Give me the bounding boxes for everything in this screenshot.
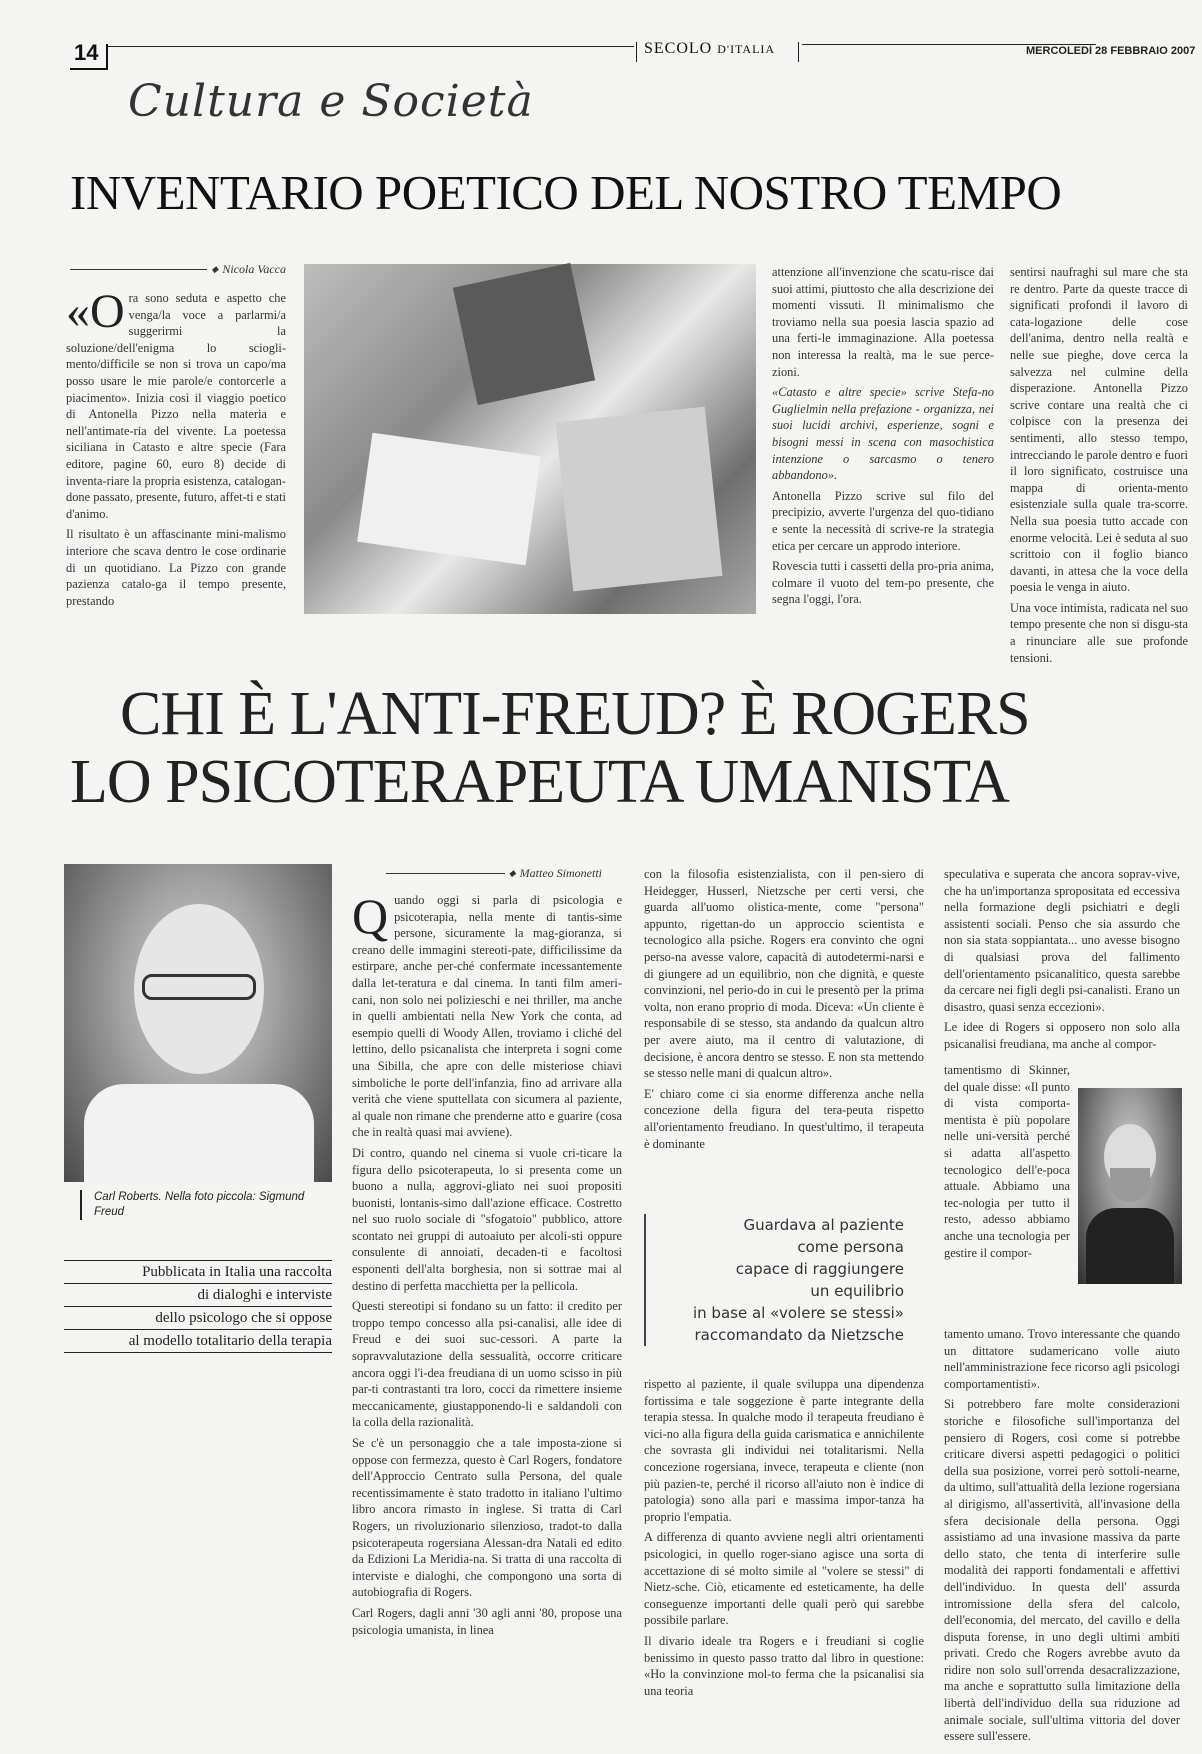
article1-column-2 bbox=[772, 264, 994, 616]
pull-quote-line: in base al «volere se stessi» bbox=[692, 1304, 904, 1322]
shirt-shape bbox=[84, 1084, 314, 1184]
article2-column-2-top bbox=[644, 866, 924, 1184]
article2-col1-para: Carl Rogers, dagli anni '30 agli anni '80, propose una psicologia umanista, in linea bbox=[352, 1605, 622, 1637]
article1-col2-para: attenzione all'invenzione che scatu-risce dai suoi attimi, piuttosto che alla descrizione dei momenti vissuti. Il minimalismo che troviamo nella sua poesia lascia spazio ad una ferti-le immaginazione. Alla poetessa non interessa la realtà, ma le sue perce-zioni. bbox=[772, 265, 994, 379]
page-number: 14 bbox=[74, 40, 99, 65]
header-divider-right bbox=[798, 42, 799, 62]
article2-col3-narrow-para: tamentismo di Skinner, del quale disse: «Il punto di vista comporta-mentista è più popolare nelle uni-versità perché si adatta all'aspetto tecnologico dell'e-poca attuale. Abbiamo una tec-nologia per tutto il resto, adesso abbiamo anche una tecnologia per gestire il compor- bbox=[944, 1063, 1070, 1260]
article2-drop-cap: Q bbox=[352, 888, 389, 944]
masthead-name: SECOLO bbox=[644, 40, 713, 57]
photo-caption-text: Carl Roberts. Nella foto piccola: Sigmund Freud bbox=[94, 1191, 305, 1218]
pull-quote-line: capace di raggiungere bbox=[735, 1260, 904, 1278]
article2-column-3-top bbox=[944, 866, 1180, 1060]
article1-photo bbox=[304, 264, 756, 614]
article2-col1-para: uando oggi si parla di psicologia e psicoterapia, nella mente di tantis-sime persone, sicuramente la mag-gioranza, si creano delle immagini stereoti-pate, difficilissime da estirpare, anche per-ché confermate incessantemente dalla let-teratura e dal cinema. In tanti film ameri-cani, non solo nei polizieschi e nei thriller, ma anche in quelli ambientati nella New York che conta, ad esempio quelli di Woody Allen, troviamo i cliché del lettino, dello psicanalista che interpreta i sogni come una Sibilla, che apre con delle misteriose chiavi simboliche le porte dell'infanzia, fino ad arrivare alla verità che viene sputtellata con sicumera al paziente, al quale non rimane che prenderne atto e guarire (cosa che in realtà quasi mai avviene). bbox=[352, 893, 622, 1140]
article1-drop-cap: «O bbox=[66, 285, 125, 338]
article1-col2-para: Antonella Pizzo scrive sul filo del precipizio, avverte l'urgenza del quo-tidiano e sente la necessità di scrive-re la strategia etica per cercare un approdo interiore. bbox=[772, 488, 994, 553]
page-header bbox=[70, 40, 1202, 76]
article2-col3-para: tamento umano. Trovo interessante che quando un dittatore sudamericano volle aiuto nell'amministrazione fece ricorso agli psicologi comportamentisti». bbox=[944, 1327, 1180, 1391]
pull-quote-line: Guardava al paziente bbox=[743, 1216, 904, 1234]
sidebar-box bbox=[64, 1260, 332, 1353]
article2-column-2-bottom bbox=[644, 1376, 924, 1712]
freud-photo bbox=[1078, 1088, 1182, 1284]
header-divider-left bbox=[636, 42, 637, 62]
photo-caption bbox=[80, 1190, 314, 1220]
photo-block-shape bbox=[357, 433, 541, 566]
byline-rule bbox=[70, 269, 207, 270]
article2-col3-para: speculativa e superata che ancora soprav-vive, che ha un'importanza spropositata ed eccessiva nella formazione degli psichiatri e degli assistenti sociali. Penso che sia assurdo che non sia stata soppiantata... uno avesse bisogno di qualsiasi prova del fallimento dell'orientamento psicanalitico, questa sarebbe da cercare nei figli degli psi-canalisti. Erano un disastro, quasi senza eccezioni». bbox=[944, 867, 1180, 1014]
article2-col2-para: A differenza di quanto avviene negli altri orientamenti psicologici, in quello roger-siano agisce una sorta di accettazione di sé molto simile al "volere se stessi" di Nietz-sche. Ciò, eticamente ed esteticamente, ha delle conseguenze importanti delle quali però qui sarebbe possibile parlare. bbox=[644, 1530, 924, 1628]
article1-author: Nicola Vacca bbox=[222, 262, 286, 276]
glasses-shape bbox=[142, 974, 256, 1000]
article2-column-3-bottom bbox=[944, 1326, 1180, 1744]
article1-column-3 bbox=[1010, 264, 1188, 665]
article1-column-1 bbox=[66, 285, 286, 612]
byline-diamond-icon: ◆ bbox=[211, 264, 219, 274]
photo-block-shape bbox=[556, 407, 723, 592]
article2-column-3-narrow bbox=[944, 1062, 1070, 1324]
article1-col2-para: «Catasto e altre specie» scrive Stefa-no Guglielmin nella prefazione - organizza, nei suoi lucidi archivi, esperienze, sogni e bisogni messi in scena con masochistica intenzione o sarcasmo o tenero abbandono». bbox=[772, 385, 994, 483]
article1-col3-para: Una voce intimista, radicata nel suo tempo presente che non si disgu-sta a rinunciare alle sue profonde tensioni. bbox=[1010, 600, 1188, 665]
article2-col3-para: Si potrebbero fare molte considerazioni storiche e filosofiche sull'importanza del pensiero di Rogers, così come si potrebbe criticare diversi aspetti pedagogici o politici della sua posizione, vorrei però sottoli-nearne, da ultimo, sull'attualità della lezione rogersiana al dirigismo, all'assertività, all'invasione della sfera decisionale della persona. Oggi assistiamo ad una invasione massiva da parte dello stato, che tenta di interferire sulle modalità dei rapporti fondamentali e affettivi dell'individuo. In questa dell' assurda intromissione della sfera del calcolo, dell'economia, del mercato, del cavillo e della disputa forense, in uno degli ultimi ambiti privati. Credo che Rogers avrebbe avuto da ridire non solo sull'orrenda desacralizzazione, ma anche e soprattutto sulla limitazione della libertà dell'individuo della sua riduzione ad animale sociale, sull'ultima vittoria del dover essere sull'essere. bbox=[944, 1397, 1180, 1744]
article1-headline: INVENTARIO POETICO DEL NOSTRO TEMPO bbox=[70, 165, 1062, 220]
header-date: MERCOLEDÌ 28 FEBBRAIO 2007 bbox=[1026, 45, 1196, 57]
article1-col3-para: sentirsi naufraghi sul mare che sta re dentro. Parte da queste tracce di significati profondi il lavoro di cata-logazione delle cose dell'anima, dentro nella realtà e nelle sue pieghe, dove cerca la salvezza nel culmine della disperazione. Antonella Pizzo scrive contare una realtà che ci colpisce con la presenza dei sentimenti, allo stesso tempo, intrecciando le parole dentro e fuori il loro significato, costruisce una mappa di orienta-mento esistenziale sulla quale tra-scorre. Nella sua poesia tutto accade con enorme velocità. Lei è seduta al suo scrittoio con il foglio bianco davanti, in attesa che la voce della poesia le venga in aiuto. bbox=[1010, 265, 1188, 595]
rogers-photo bbox=[64, 864, 332, 1182]
article2-col1-para: Di contro, quando nel cinema si vuole cri-ticare la figura dello psicoterapeuta, lo si presenta come un buono a nulla, aggrovi-gliato nei suoi propositi buonisti, lontanis-simo dall'azione efficace. Costretto nel suo ruolo sociale di "sfogatoio" pubblico, attore scontato nei gruppi di autoaiuto per alcoli-sti oppure consulente di annoiati, decaden-ti e facoltosi esponenti dell'alta borghesia, non si sottrae mai al destino di perfetta macchietta per la pellicola. bbox=[352, 1145, 622, 1293]
sidebar-line: di dialoghi e interviste bbox=[64, 1284, 332, 1307]
pull-quote-line: come persona bbox=[797, 1238, 904, 1256]
article2-byline bbox=[386, 866, 602, 881]
pull-quote-line: raccomandato da Nietzsche bbox=[694, 1326, 904, 1344]
article2-col2-para: con la filosofia esistenzialista, con il pen-siero di Heidegger, Husserl, Nietzsche per certi versi, che guarda all'uomo olistica-mente, come "persona" appunto, rigettan-do un approccio scientista e tecnologico alla psiche. Rogers era convinto che ogni perso-na avesse valore, capacità di autodetermi-narsi e di giungere ad un equilibrio, non che dignità, e queste convinzioni, nel perio-do in cui le presentò per la prima volta, non erano proprio di moda. Diceva: «Un cliente è responsabile di se stesso, sta andando da qualcun altro per avere aiuto, ma il centro di valutazione, di decisione, è ancora dentro se stesso. E non sta mettendo se stesso nelle mani di qualcun altro». bbox=[644, 867, 924, 1081]
article2-col2-para: Il divario ideale tra Rogers e i freudiani si coglie benissimo in questo passo tratto dal libro in questione: «Ho la convinzione mol-to ferma che la psicanalisi sia una teoria bbox=[644, 1633, 924, 1698]
header-rule-left bbox=[108, 46, 634, 47]
article1-col2-para: Rovescia tutti i cassetti della pro-pria anima, colmare il vuoto del tem-po presente, che segna l'oggi, l'ora. bbox=[772, 559, 994, 607]
article2-col1-para: Se c'è un personaggio che a tale imposta-zione si oppose con fermezza, questo è Carl Rogers, fondatore dell'Approccio Centrato sulla Persona, del quale recentissimamente è stato tradotto in italiano l'ultimo libro ancora rimasto in inglese. Si tratta di Carl Rogers, un rivoluzionario silenzioso, tradot-to dalla psicoterapeuta rogersiana Alessan-dra Natali ed edito da Edizioni La Meridia-na. Si tratta di una raccolta di interviste e dialoghi, che compongono una sorta di autobiografia di Rogers. bbox=[352, 1436, 622, 1600]
article2-headline-line1: CHI È L'ANTI-FREUD? È ROGERS bbox=[120, 680, 1030, 748]
pull-quote bbox=[644, 1214, 904, 1346]
article2-col2-para: rispetto al paziente, il quale sviluppa una dipendenza fortissima e tale soggezione è parte integrante della terapia stessa. In qualche modo il terapeuta freudiano è vici-no alla figura della guida carismatica e annichilente che sovrasta gli individui nei totalitarismi. Nella concezione rogersiana, invece, terapeuta e cliente (non più pazien-te, perché il ricorso all'aiuto non è indice di patologia) sono alla pari e massima impor-tanza ha proprio l'empatia. bbox=[644, 1377, 924, 1524]
article2-author: Matteo Simonetti bbox=[519, 866, 602, 880]
article1-col1-para: ra sono seduta e aspetto che venga/la voce a parlarmi/a suggerirmi la soluzione/dell'enigma lo sciogli-mento/difficile se non si trova un capo/ma posso usare le mie parole/e contorcerle a piacimento». Inizia così il viaggio poetico di Antonella Pizzo nella materia e nell'antimate-ria del vivente. La poetessa siciliana in Catasto e altre specie (Fara editore, pagine 60, euro 8) decide di inventa-riare la propria esistenza, catalogan-done passato, presente, futuro, affet-ti e stati d'animo. bbox=[66, 291, 286, 521]
article2-column-1 bbox=[352, 888, 622, 1682]
article2-col2-para: E' chiaro come ci sia enorme differenza anche nella concezione della figura del tera-peuta rispetto all'orientamento freudiano. In quest'ultimo, il terapeuta è dominante bbox=[644, 1086, 924, 1151]
byline-rule bbox=[386, 873, 505, 874]
section-title: Cultura e Società bbox=[128, 76, 534, 127]
article2-col1-para: Questi stereotipi si fondano su un fatto: il credito per troppo tempo concesso alla psi-canalisi, alle idee di Freud e dei suoi suc-cessori. A parte la sopravvalutazione della sessualità, occorre criticare ancora oggi l'i-dea freudiana di un uomo scisso in più par-ti contrastanti tra loro, cocci da rimettere insieme meccanicamente, giustapponendo-li e saldandoli con la colla della razionalità. bbox=[352, 1299, 622, 1430]
article2-headline-line2: LO PSICOTERAPEUTA UMANISTA bbox=[70, 748, 1009, 816]
sidebar-line: dello psicologo che si oppose bbox=[64, 1307, 332, 1330]
beard-shape bbox=[1110, 1168, 1150, 1202]
article2-col3-para: Le idee di Rogers si opposero non solo alla psicanalisi freudiana, ma anche al compor- bbox=[944, 1020, 1180, 1051]
masthead bbox=[644, 40, 775, 58]
page-number-underline bbox=[70, 68, 108, 70]
article2-headline bbox=[70, 680, 1190, 816]
byline-diamond-icon: ◆ bbox=[508, 868, 516, 878]
pull-quote-line: un equilibrio bbox=[810, 1282, 904, 1300]
page-number-bar bbox=[106, 44, 108, 70]
article1-byline bbox=[70, 262, 286, 277]
article1-col1-para: Il risultato è un affascinante mini-malismo interiore che scava dentro le cose ordinarie di un quotidiano. La Pizzo con grande pazienza catalo-ga il tempo presente, prestando bbox=[66, 527, 286, 608]
sidebar-line: al modello totalitario della terapia bbox=[64, 1330, 332, 1353]
masthead-suffix: D'ITALIA bbox=[717, 42, 776, 56]
sidebar-line: Pubblicata in Italia una raccolta bbox=[64, 1260, 332, 1284]
photo-block-shape bbox=[453, 263, 595, 405]
suit-shape bbox=[1086, 1208, 1174, 1284]
